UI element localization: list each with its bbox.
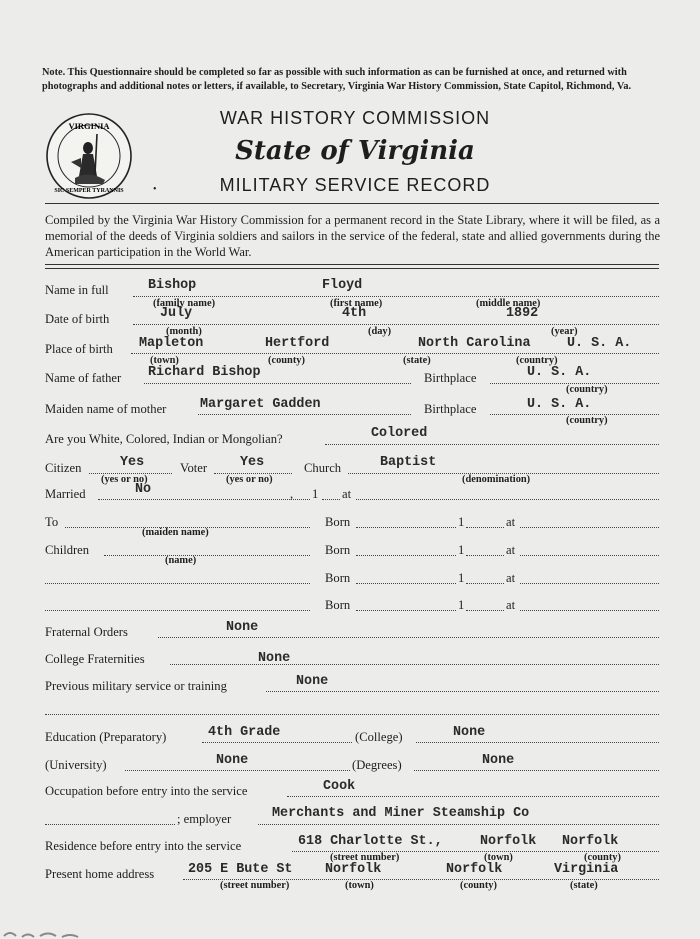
married-value: No — [135, 482, 152, 497]
first-name-value: Floyd — [322, 278, 363, 293]
father-birthplace-label: Birthplace — [424, 371, 477, 385]
present-state-caption: (state) — [570, 880, 598, 891]
spouse-born-label: Born — [325, 515, 351, 529]
child-1-marker: 1 — [458, 543, 465, 557]
child-1-at-line — [520, 555, 659, 556]
degrees-line — [414, 770, 659, 771]
voter-value: Yes — [240, 455, 265, 470]
education-prep-label: Education (Preparatory) — [45, 730, 167, 744]
residence-street-caption: (street number) — [330, 852, 400, 863]
child-2-born-line — [356, 583, 456, 584]
race-line — [325, 444, 659, 445]
child-3-line — [45, 610, 310, 611]
mother-name-line — [198, 414, 411, 415]
child-1-at-label: at — [506, 543, 516, 557]
education-prep-line — [202, 742, 352, 743]
present-street-caption: (street number) — [220, 880, 290, 891]
child-3-marker: 1 — [458, 598, 465, 612]
seal-bottom-text: SIC SEMPER TYRANNIS — [54, 188, 124, 194]
employer-prefix-line — [45, 824, 175, 825]
name-line — [133, 296, 659, 297]
birth-state-value: North Carolina — [418, 336, 531, 351]
degrees-label: (Degrees) — [352, 758, 402, 772]
voter-caption: (yes or no) — [226, 474, 273, 485]
ink-dot: • — [153, 184, 157, 195]
occupation-label: Occupation before entry into the service — [45, 784, 248, 798]
college-value: None — [453, 725, 486, 740]
child-1-born-line — [356, 555, 456, 556]
town-caption: (town) — [150, 355, 179, 366]
birth-town-value: Mapleton — [139, 336, 204, 351]
state-title: State of Virginia — [235, 136, 475, 166]
present-state-value: Virginia — [554, 862, 619, 877]
previous-military-line — [266, 691, 659, 692]
birth-year-value: 1892 — [506, 306, 539, 321]
fraternal-orders-label: Fraternal Orders — [45, 625, 128, 639]
middle-name-caption: (middle name) — [476, 298, 541, 309]
residence-street-value: 618 Charlotte St., — [298, 834, 443, 849]
child-1-year-line — [466, 555, 504, 556]
mother-name-value: Margaret Gadden — [200, 397, 321, 412]
father-birthplace-value: U. S. A. — [527, 365, 592, 380]
spouse-born-marker: 1 — [458, 515, 465, 529]
mother-country-caption: (country) — [566, 415, 608, 426]
residence-county-caption: (county) — [584, 852, 621, 863]
country-caption: (country) — [516, 355, 558, 366]
spouse-at-line — [520, 527, 659, 528]
race-question-label: Are you White, Colored, Indian or Mongolian? — [45, 432, 283, 446]
day-caption: (day) — [368, 326, 392, 337]
first-name-caption: (first name) — [330, 298, 383, 309]
child-3-at-line — [520, 610, 659, 611]
spouse-born-line — [356, 527, 456, 528]
denomination-caption: (denomination) — [462, 474, 531, 485]
birth-month-value: July — [160, 306, 193, 321]
child-2-marker: 1 — [458, 571, 465, 585]
child-3-year-line — [466, 610, 504, 611]
citizen-value: Yes — [120, 455, 145, 470]
previous-military-line-2 — [45, 714, 659, 715]
child-2-born-label: Born — [325, 571, 351, 585]
present-county-caption: (county) — [460, 880, 497, 891]
family-name-caption: (family name) — [153, 298, 216, 309]
residence-county-value: Norfolk — [562, 834, 619, 849]
seal-top-text: VIRGINIA — [68, 121, 110, 131]
fraternal-orders-line — [158, 637, 659, 638]
child-2-line — [45, 583, 310, 584]
child-3-at-label: at — [506, 598, 516, 612]
previous-military-value: None — [296, 674, 329, 689]
occupation-value: Cook — [323, 779, 356, 794]
residence-town-caption: (town) — [484, 852, 513, 863]
married-label: Married — [45, 487, 86, 501]
date-of-birth-line — [133, 324, 659, 325]
header-rule — [45, 203, 659, 204]
place-of-birth-line — [131, 353, 659, 354]
residence-label: Residence before entry into the service — [45, 839, 242, 853]
birth-county-value: Hertford — [265, 336, 330, 351]
county-caption: (county) — [268, 355, 305, 366]
state-caption: (state) — [403, 355, 431, 366]
previous-military-label: Previous military service or training — [45, 679, 227, 693]
university-line — [125, 770, 350, 771]
instruction-note: Note. This Questionnaire should be completed so far as possible with such information as can be furnished at once, and returned with photographs and additional notes or letters, if available, to Secretary, Virginia War History Commission, State Capitol, Richmond, Va. — [42, 67, 632, 92]
married-at-label: at — [342, 487, 352, 501]
year-caption: (year) — [551, 326, 578, 337]
voter-label: Voter — [180, 461, 208, 475]
education-prep-value: 4th Grade — [208, 725, 281, 740]
month-caption: (month) — [166, 326, 202, 337]
to-label: To — [45, 515, 59, 529]
child-1-born-label: Born — [325, 543, 351, 557]
college-fraternities-value: None — [258, 651, 291, 666]
child-3-born-label: Born — [325, 598, 351, 612]
intro-text: Compiled by the Virginia War History Commission for a permanent record in the State Library, where it will be filed, as a memorial of the deeds of Virginia soldiers and sailors in the service of the federal, state and allied governments during the American participation in the World War. — [45, 213, 660, 259]
spouse-at-label: at — [506, 515, 516, 529]
place-of-birth-label: Place of birth — [45, 342, 113, 356]
citizen-label: Citizen — [45, 461, 82, 475]
child-1-line — [104, 555, 310, 556]
mother-birthplace-label: Birthplace — [424, 402, 477, 416]
occupation-line — [287, 796, 659, 797]
maiden-name-caption: (maiden name) — [142, 527, 209, 538]
birth-country-value: U. S. A. — [567, 336, 632, 351]
citizen-caption: (yes or no) — [101, 474, 148, 485]
present-town-value: Norfolk — [325, 862, 382, 877]
intro-rule-bottom — [45, 268, 659, 269]
name-of-father-label: Name of father — [45, 371, 122, 385]
father-country-caption: (country) — [566, 384, 608, 395]
married-place-line — [356, 499, 659, 500]
date-of-birth-label: Date of birth — [45, 312, 110, 326]
intro-rule-top — [45, 264, 659, 265]
birth-day-value: 4th — [342, 306, 367, 321]
present-county-value: Norfolk — [446, 862, 503, 877]
college-fraternities-line — [170, 664, 659, 665]
child-name-caption: (name) — [165, 555, 197, 566]
present-town-caption: (town) — [345, 880, 374, 891]
university-label: (University) — [45, 758, 107, 772]
employer-line — [258, 824, 659, 825]
married-line — [98, 499, 310, 500]
father-name-line — [144, 383, 411, 384]
married-day-marker: 1 — [312, 487, 319, 501]
mother-birthplace-value: U. S. A. — [527, 397, 592, 412]
commission-title: WAR HISTORY COMMISSION — [219, 108, 491, 128]
employer-value: Merchants and Miner Steamship Co — [272, 806, 530, 821]
church-value: Baptist — [380, 455, 437, 470]
child-3-born-line — [356, 610, 456, 611]
college-label: (College) — [355, 730, 403, 744]
residence-town-value: Norfolk — [480, 834, 537, 849]
spouse-born-year-line — [466, 527, 504, 528]
college-line — [416, 742, 659, 743]
church-label: Church — [304, 461, 342, 475]
employer-label: ; employer — [177, 812, 232, 826]
married-comma: , — [290, 487, 294, 501]
child-2-at-label: at — [506, 571, 516, 585]
present-address-label: Present home address — [45, 867, 155, 881]
child-2-at-line — [520, 583, 659, 584]
mother-maiden-name-label: Maiden name of mother — [45, 402, 167, 416]
married-day-line — [322, 499, 340, 500]
child-2-year-line — [466, 583, 504, 584]
father-name-value: Richard Bishop — [148, 365, 261, 380]
present-street-value: 205 E Bute St — [188, 862, 293, 877]
family-name-value: Bishop — [148, 278, 197, 293]
fraternal-orders-value: None — [226, 620, 259, 635]
name-in-full-label: Name in full — [45, 283, 109, 297]
race-value: Colored — [371, 426, 428, 441]
record-title: MILITARY SERVICE RECORD — [219, 175, 491, 195]
page-wear-marks — [0, 924, 90, 939]
children-label: Children — [45, 543, 90, 557]
degrees-value: None — [482, 753, 515, 768]
college-fraternities-label: College Fraternities — [45, 652, 145, 666]
university-value: None — [216, 753, 249, 768]
virginia-state-seal — [45, 112, 133, 200]
